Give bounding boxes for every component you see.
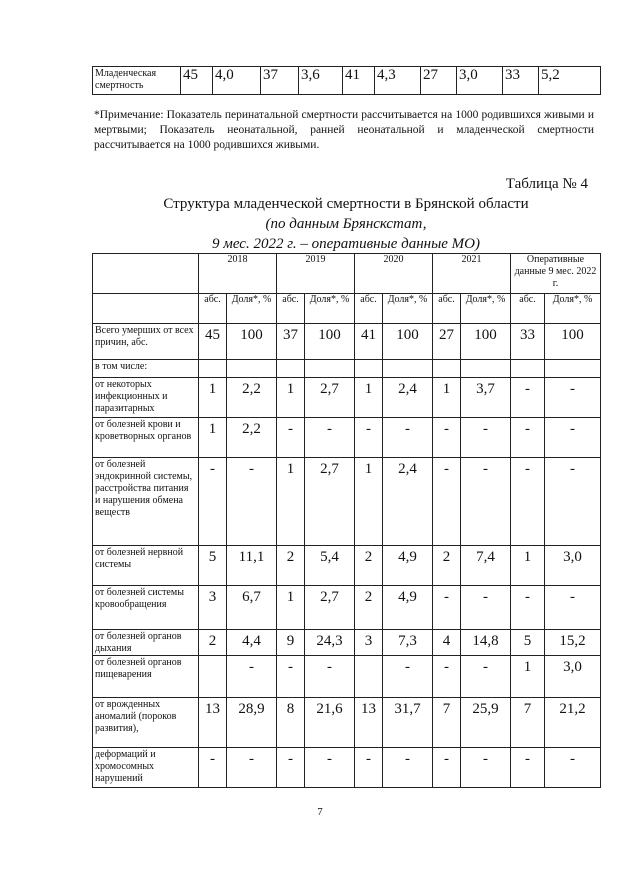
data-cell: -: [511, 748, 545, 788]
data-cell: 21,6: [305, 698, 355, 748]
data-cell: 2,4: [383, 458, 433, 546]
subheader-abs: абс.: [277, 294, 305, 324]
data-cell: 28,9: [227, 698, 277, 748]
data-cell: -: [545, 586, 601, 630]
data-cell: -: [199, 748, 227, 788]
year-header: 2020: [355, 254, 433, 294]
data-cell: -: [433, 586, 461, 630]
data-cell: 33: [511, 324, 545, 360]
table-row: [93, 378, 601, 418]
data-cell: 4,4: [227, 630, 277, 656]
table-row: [93, 67, 601, 95]
data-cell: 4,9: [383, 546, 433, 586]
data-cell: 100: [383, 324, 433, 360]
row-label: от болезней крови и кроветворных органов: [93, 418, 199, 458]
data-cell: [461, 360, 511, 378]
table-row: [93, 458, 601, 546]
table-row: [93, 360, 601, 378]
data-cell: -: [511, 418, 545, 458]
data-cell: 7,4: [461, 546, 511, 586]
table-row: [93, 748, 601, 788]
data-cell: 2: [433, 546, 461, 586]
data-cell: 3,0: [545, 656, 601, 698]
data-cell: 1: [277, 378, 305, 418]
data-cell: 24,3: [305, 630, 355, 656]
data-cell: [383, 360, 433, 378]
data-cell: -: [227, 748, 277, 788]
data-cell: -: [461, 656, 511, 698]
data-cell: 5: [511, 630, 545, 656]
data-cell: -: [461, 586, 511, 630]
cell: 41: [343, 67, 375, 95]
data-cell: -: [461, 748, 511, 788]
data-cell: 2,7: [305, 378, 355, 418]
data-cell: -: [277, 656, 305, 698]
data-cell: -: [277, 748, 305, 788]
year-header: 2018: [199, 254, 277, 294]
empty-header-cell: [93, 254, 199, 294]
table-row: [93, 630, 601, 656]
data-cell: 1: [355, 378, 383, 418]
subheader-share: Доля*, %: [461, 294, 511, 324]
data-cell: -: [355, 748, 383, 788]
cell: 5,2: [539, 67, 601, 95]
data-cell: -: [545, 748, 601, 788]
year-header: Оперативные данные 9 мес. 2022 г.: [511, 254, 601, 294]
data-cell: -: [545, 378, 601, 418]
row-label: Младенческая смертность: [93, 67, 181, 95]
subheader-abs: абс.: [199, 294, 227, 324]
data-cell: -: [433, 748, 461, 788]
table-title: Структура младенческой смертности в Брянской области: [163, 196, 529, 212]
data-cell: 2,7: [305, 586, 355, 630]
data-cell: -: [277, 418, 305, 458]
data-cell: -: [227, 656, 277, 698]
cell: 27: [421, 67, 457, 95]
data-cell: 27: [433, 324, 461, 360]
table-number: Таблица № 4: [505, 176, 588, 192]
data-cell: 2,7: [305, 458, 355, 546]
data-cell: -: [383, 656, 433, 698]
cell: 3,6: [299, 67, 343, 95]
data-cell: -: [305, 418, 355, 458]
year-header-row: [93, 254, 601, 294]
data-cell: 2: [277, 546, 305, 586]
data-cell: 4,9: [383, 586, 433, 630]
data-cell: 7,3: [383, 630, 433, 656]
data-cell: -: [511, 458, 545, 546]
data-cell: 1: [199, 378, 227, 418]
table-subtitle-2: 9 мес. 2022 г. – оперативные данные МО): [212, 236, 480, 252]
table-row: [93, 546, 601, 586]
data-cell: 7: [433, 698, 461, 748]
data-cell: -: [461, 458, 511, 546]
data-cell: 15,2: [545, 630, 601, 656]
row-label: деформаций и хромосомных нарушений: [93, 748, 199, 788]
footnote: *Примечание: Показатель перинатальной смертности рассчитывается на 1000 родившихся живыми и мертвыми; Показатель неонатальной, ранней неонатальной и младенческой смертности рассчитывается на 1000 родившихся живыми.: [94, 109, 594, 151]
data-cell: [511, 360, 545, 378]
data-cell: [545, 360, 601, 378]
data-cell: 2,4: [383, 378, 433, 418]
data-cell: 3,0: [545, 546, 601, 586]
data-cell: 100: [545, 324, 601, 360]
data-cell: -: [461, 418, 511, 458]
subheader-share: Доля*, %: [545, 294, 601, 324]
data-cell: 31,7: [383, 698, 433, 748]
subheader-abs: абс.: [355, 294, 383, 324]
data-cell: 1: [355, 458, 383, 546]
row-label: от болезней эндокринной системы, расстройства питания и нарушения обмена веществ: [93, 458, 199, 546]
page-number: 7: [317, 806, 323, 818]
data-cell: 11,1: [227, 546, 277, 586]
row-label: от болезней органов пищеварения: [93, 656, 199, 698]
infant-mortality-row-table: [92, 66, 601, 95]
empty-header-cell: [93, 294, 199, 324]
data-cell: 100: [305, 324, 355, 360]
data-cell: -: [355, 418, 383, 458]
data-cell: 5,4: [305, 546, 355, 586]
data-cell: -: [227, 458, 277, 546]
data-cell: [305, 360, 355, 378]
data-cell: 5: [199, 546, 227, 586]
subheader-share: Доля*, %: [305, 294, 355, 324]
data-cell: 3,7: [461, 378, 511, 418]
row-label: от болезней нервной системы: [93, 546, 199, 586]
data-cell: -: [545, 458, 601, 546]
table-row: [93, 586, 601, 630]
year-header: 2019: [277, 254, 355, 294]
row-label: от болезней органов дыхания: [93, 630, 199, 656]
cell: 45: [181, 67, 213, 95]
data-cell: 2,2: [227, 378, 277, 418]
table-row: [93, 324, 601, 360]
mortality-structure-table: [92, 253, 601, 788]
data-cell: [199, 656, 227, 698]
cell: 37: [261, 67, 299, 95]
data-cell: 25,9: [461, 698, 511, 748]
data-cell: [227, 360, 277, 378]
data-cell: 1: [199, 418, 227, 458]
data-cell: 13: [199, 698, 227, 748]
subheader-abs: абс.: [433, 294, 461, 324]
data-cell: -: [383, 418, 433, 458]
data-cell: [277, 360, 305, 378]
cell: 4,0: [213, 67, 261, 95]
table-row: [93, 656, 601, 698]
data-cell: 2: [355, 586, 383, 630]
cell: 33: [503, 67, 539, 95]
data-cell: 41: [355, 324, 383, 360]
data-cell: 2: [355, 546, 383, 586]
data-cell: 37: [277, 324, 305, 360]
row-label: в том числе:: [93, 360, 199, 378]
data-cell: 1: [511, 656, 545, 698]
data-cell: 9: [277, 630, 305, 656]
subheader-row: [93, 294, 601, 324]
data-cell: 1: [277, 586, 305, 630]
data-cell: -: [433, 656, 461, 698]
subheader-share: Доля*, %: [227, 294, 277, 324]
subheader-abs: абс.: [511, 294, 545, 324]
data-cell: -: [433, 458, 461, 546]
data-cell: [355, 656, 383, 698]
data-cell: 1: [433, 378, 461, 418]
data-cell: 100: [461, 324, 511, 360]
data-cell: -: [545, 418, 601, 458]
data-cell: 14,8: [461, 630, 511, 656]
data-cell: 2: [199, 630, 227, 656]
data-cell: -: [383, 748, 433, 788]
row-label: от некоторых инфекционных и паразитарных: [93, 378, 199, 418]
table-row: [93, 418, 601, 458]
data-cell: [355, 360, 383, 378]
data-cell: -: [511, 378, 545, 418]
row-label: Всего умерших от всех причин, абс.: [93, 324, 199, 360]
data-cell: 6,7: [227, 586, 277, 630]
year-header: 2021: [433, 254, 511, 294]
data-cell: 2,2: [227, 418, 277, 458]
data-cell: -: [511, 586, 545, 630]
data-cell: 7: [511, 698, 545, 748]
table-row: [93, 698, 601, 748]
data-cell: 3: [355, 630, 383, 656]
cell: 3,0: [457, 67, 503, 95]
data-cell: 100: [227, 324, 277, 360]
table-body: [93, 324, 601, 788]
data-cell: 8: [277, 698, 305, 748]
data-cell: 4: [433, 630, 461, 656]
row-label: от болезней системы кровообращения: [93, 586, 199, 630]
data-cell: -: [199, 458, 227, 546]
data-cell: [199, 360, 227, 378]
cell: 4,3: [375, 67, 421, 95]
data-cell: 21,2: [545, 698, 601, 748]
data-cell: 13: [355, 698, 383, 748]
data-cell: [433, 360, 461, 378]
data-cell: -: [305, 656, 355, 698]
table-subtitle: (по данным Брянскстат,: [265, 216, 427, 232]
row-label: от врожденных аномалий (пороков развития),: [93, 698, 199, 748]
data-cell: 3: [199, 586, 227, 630]
data-cell: -: [433, 418, 461, 458]
data-cell: 1: [277, 458, 305, 546]
data-cell: -: [305, 748, 355, 788]
subheader-share: Доля*, %: [383, 294, 433, 324]
data-cell: 1: [511, 546, 545, 586]
data-cell: 45: [199, 324, 227, 360]
